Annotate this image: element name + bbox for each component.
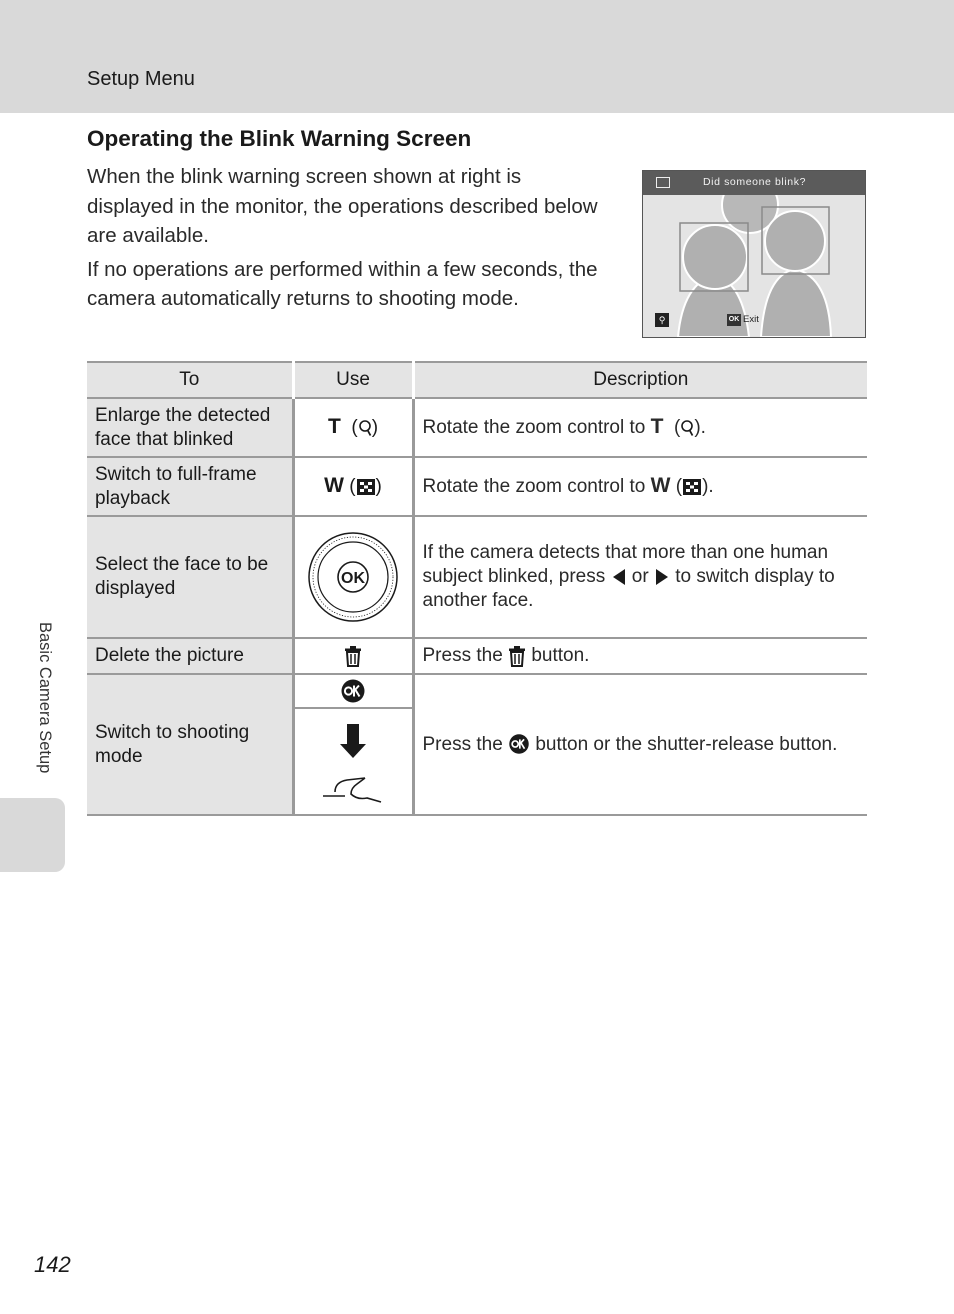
row-description (413, 674, 867, 815)
table-row (87, 516, 867, 638)
desc-text: or (626, 566, 654, 587)
row-control (293, 638, 413, 674)
desc-text: Press the (422, 733, 509, 755)
table-header-row (87, 362, 867, 398)
chapter-label: Basic Camera Setup (36, 622, 54, 774)
running-header: Setup Menu (87, 68, 195, 90)
desc-text: ). (694, 417, 706, 438)
operations-table (87, 361, 867, 816)
row-action: Switch to shooting mode (87, 674, 293, 815)
table-row (87, 398, 867, 457)
intro-paragraph-1: When the blink warning screen shown at right is displayed in the monitor, the operations described below are available. (87, 165, 598, 247)
blink-prompt: Did someone blink? (703, 176, 807, 188)
zoom-wide-label: W (324, 474, 344, 497)
table-row (87, 457, 867, 516)
desc-text: Press the (422, 645, 509, 666)
zoom-wide-label: W (650, 474, 671, 497)
row-control (293, 457, 413, 516)
desc-text: button or the shutter-release button. (530, 733, 838, 755)
desc-text: Rotate the zoom control to (422, 417, 651, 438)
header-band (0, 0, 954, 113)
zoom-tele-icon: ( ) (346, 417, 379, 438)
row-description (413, 638, 867, 674)
zoom-tele-label: T (327, 415, 341, 438)
multi-selector-icon (306, 530, 400, 624)
row-description (413, 398, 867, 457)
thumbnail-grid-icon: ( (676, 476, 702, 497)
ok-button-label: OK (341, 570, 365, 587)
desc-text: Rotate the zoom control to (422, 476, 651, 497)
header-use: Use (293, 362, 413, 398)
row-description (413, 457, 867, 516)
intro-paragraph-2: If no operations are performed within a few seconds, the camera automatically returns to shooting mode. (87, 257, 598, 310)
ok-button-icon (340, 678, 366, 704)
row-control (293, 674, 413, 708)
table-row (87, 674, 867, 708)
chapter-tab (0, 798, 65, 872)
section-title: Operating the Blink Warning Screen (87, 126, 472, 151)
arrow-right-icon (654, 568, 670, 586)
thumbnail-grid-icon: ( ) (349, 476, 382, 497)
row-description (413, 516, 867, 638)
arrow-left-icon (611, 568, 627, 586)
desc-text: If the camera detects that more than one human subject blinked, press (422, 542, 829, 587)
row-action: Switch to full-frame playback (87, 457, 293, 516)
zoom-tele-label: T (650, 415, 664, 438)
desc-text: to switch display to another face. (422, 566, 835, 611)
trash-icon (344, 645, 362, 667)
trash-icon (508, 645, 526, 667)
desc-text: button. (526, 645, 590, 666)
shutter-release-icon (321, 720, 385, 804)
row-control (293, 398, 413, 457)
row-control (293, 708, 413, 815)
row-action: Select the face to be displayed (87, 516, 293, 638)
page-number: 142 (34, 1252, 71, 1277)
header-description: Description (413, 362, 867, 398)
exit-label: Exit (743, 314, 759, 325)
desc-text: ). (702, 476, 714, 497)
blink-warning-icon (656, 177, 670, 188)
table-row (87, 638, 867, 674)
magnify-icon: ⚲ (655, 313, 669, 327)
ok-button-icon (508, 733, 530, 755)
screen-title-bar (643, 171, 865, 195)
row-action: Delete the picture (87, 638, 293, 674)
header-to: To (87, 362, 293, 398)
ok-badge: OK (727, 314, 741, 326)
row-action: Enlarge the detected face that blinked (87, 398, 293, 457)
blink-warning-screen (642, 170, 866, 338)
intro-text (87, 162, 612, 318)
row-control (293, 516, 413, 638)
zoom-tele-icon: ( (669, 417, 695, 438)
